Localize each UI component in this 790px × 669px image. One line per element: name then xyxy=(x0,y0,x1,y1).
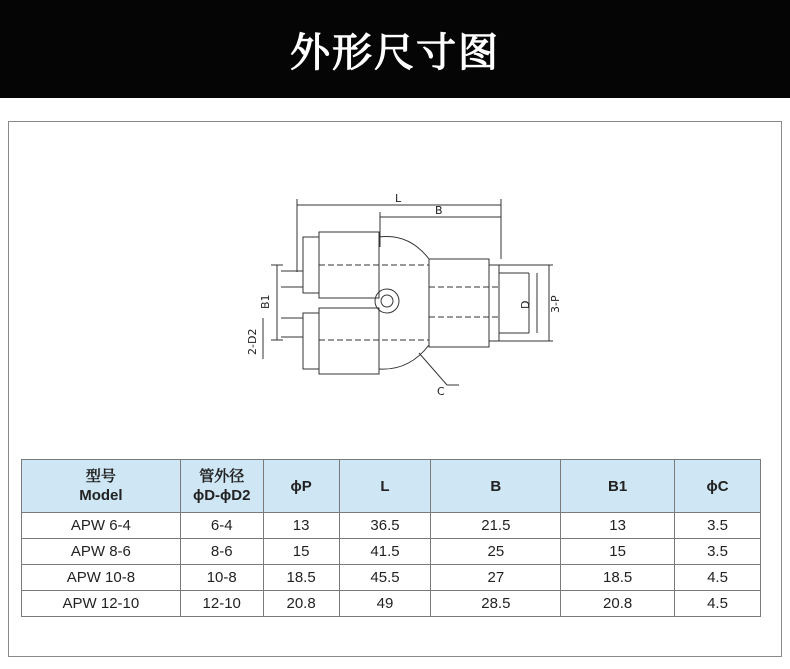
cell-c: 4.5 xyxy=(675,565,761,591)
cell-p: 20.8 xyxy=(263,591,339,617)
cell-l: 36.5 xyxy=(339,513,431,539)
label-d: D xyxy=(519,300,532,309)
mount-hole-inner xyxy=(381,295,393,307)
cell-l: 41.5 xyxy=(339,539,431,565)
spec-frame xyxy=(8,121,782,657)
spec-table xyxy=(21,459,761,617)
left-collet-bottom xyxy=(303,313,319,369)
cell-b1: 18.5 xyxy=(561,565,675,591)
header-b1: B1 xyxy=(561,460,675,513)
left-body-bottom xyxy=(319,308,379,374)
header-b: B xyxy=(431,460,561,513)
cell-l: 45.5 xyxy=(339,565,431,591)
cell-c: 3.5 xyxy=(675,539,761,565)
cell-tube-od: 12-10 xyxy=(180,591,263,617)
cell-b: 25 xyxy=(431,539,561,565)
mount-hole-outer xyxy=(375,289,399,313)
cell-model: APW 12-10 xyxy=(22,591,181,617)
table-row xyxy=(22,565,761,591)
cell-tube-od: 8-6 xyxy=(180,539,263,565)
table-row xyxy=(22,513,761,539)
cell-b1: 13 xyxy=(561,513,675,539)
cell-c: 3.5 xyxy=(675,513,761,539)
cell-b: 28.5 xyxy=(431,591,561,617)
cell-l: 49 xyxy=(339,591,431,617)
header-tube-od: 管外径 ϕD-ϕD2 xyxy=(180,460,263,513)
cell-model: APW 8-6 xyxy=(22,539,181,565)
cell-p: 13 xyxy=(263,513,339,539)
cell-b1: 20.8 xyxy=(561,591,675,617)
header-p: ϕP xyxy=(263,460,339,513)
header-l: L xyxy=(339,460,431,513)
cell-b: 27 xyxy=(431,565,561,591)
cell-p: 18.5 xyxy=(263,565,339,591)
label-b1: B1 xyxy=(259,294,272,309)
fitting-drawing xyxy=(239,177,569,402)
table-row xyxy=(22,539,761,565)
cell-tube-od: 6-4 xyxy=(180,513,263,539)
cell-b1: 15 xyxy=(561,539,675,565)
cell-p: 15 xyxy=(263,539,339,565)
title-banner xyxy=(0,0,790,98)
right-body xyxy=(429,259,489,347)
cell-model: APW 6-4 xyxy=(22,513,181,539)
label-p: 3-P xyxy=(549,295,562,313)
left-collet-top xyxy=(303,237,319,293)
cell-tube-od: 10-8 xyxy=(180,565,263,591)
right-collet xyxy=(489,265,499,341)
banner-title: 外形尺寸图 xyxy=(290,29,500,76)
table-header-row xyxy=(22,460,761,513)
label-b: B xyxy=(435,204,443,217)
cell-model: APW 10-8 xyxy=(22,565,181,591)
label-c: C xyxy=(437,385,445,398)
cell-b: 21.5 xyxy=(431,513,561,539)
table-row xyxy=(22,591,761,617)
header-model: 型号 Model xyxy=(22,460,181,513)
header-c: ϕC xyxy=(675,460,761,513)
c-leader xyxy=(419,353,447,385)
cell-c: 4.5 xyxy=(675,591,761,617)
label-d2: 2-D2 xyxy=(246,328,259,355)
y-body xyxy=(379,236,429,369)
label-l: L xyxy=(395,192,402,205)
